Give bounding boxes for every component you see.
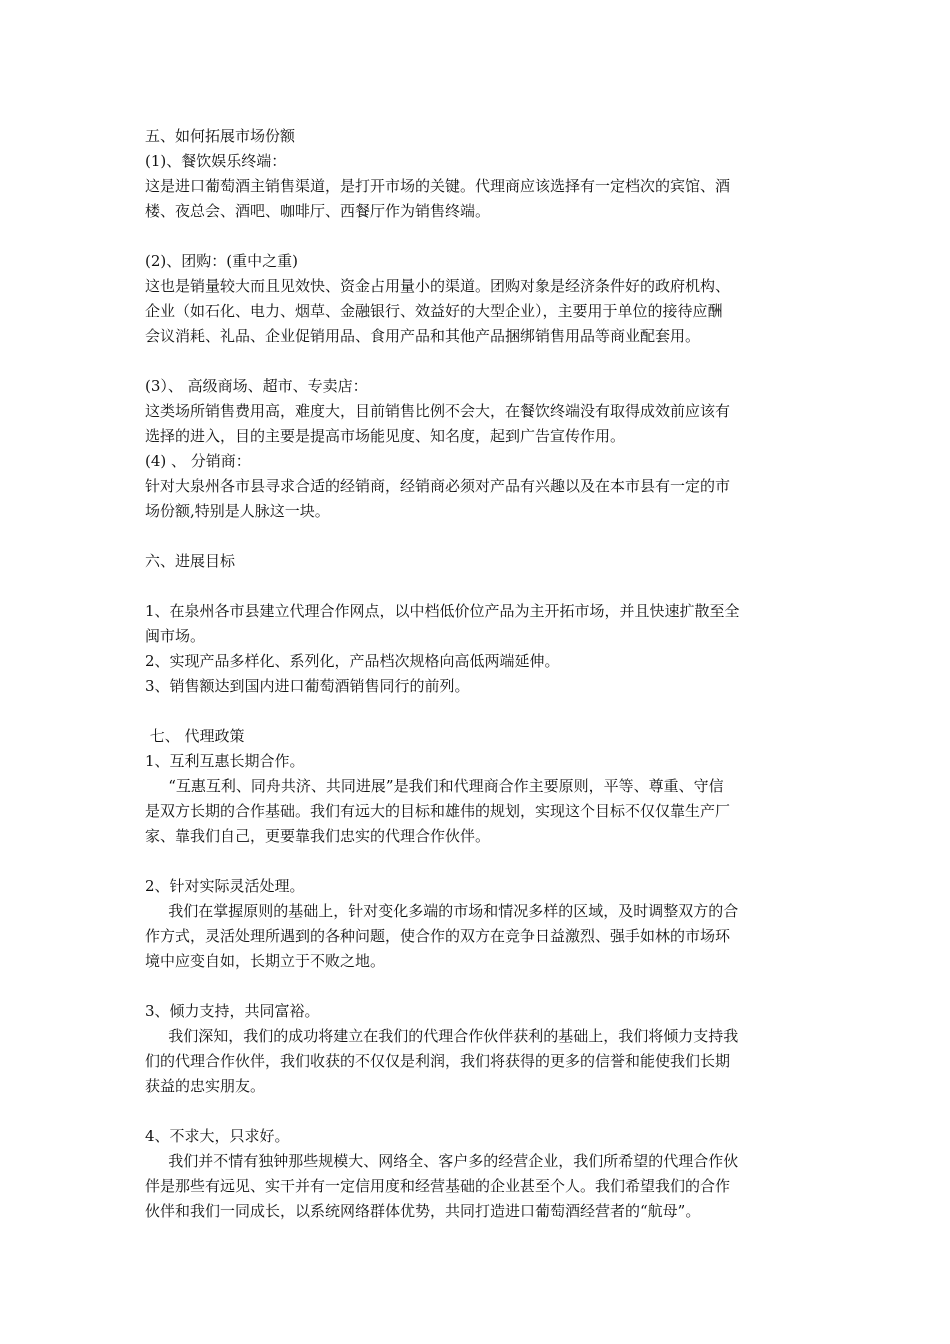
paragraph-line: 选择的进入，目的主要是提高市场能见度、知名度，起到广告宣传作用。 (145, 427, 626, 445)
paragraph-line: 会议消耗、礼品、企业促销用品、食用产品和其他产品捆绑销售用品等商业配套用。 (145, 327, 701, 345)
paragraph-line: 2、实现产品多样化、系列化，产品档次规格向高低两端延伸。 (145, 652, 560, 670)
section-heading: 六、进展目标 (145, 552, 236, 570)
blank-line (145, 349, 810, 374)
paragraph-line: 这类场所销售费用高，难度大，目前销售比例不会大，在餐饮终端没有取得成效前应该有 (145, 402, 731, 420)
blank-line (145, 224, 810, 249)
paragraph-line: 我们在掌握原则的基础上，针对变化多端的市场和情况多样的区域，及时调整双方的合 (168, 902, 739, 920)
item-title: (3）、 高级商场、超市、专卖店： (145, 377, 368, 395)
paragraph-line: 们的代理合作伙伴，我们收获的不仅仅是利润，我们将获得的更多的信誉和能使我们长期 (145, 1052, 731, 1070)
blank-line (145, 1099, 810, 1124)
paragraph-line: 我们并不情有独钟那些规模大、网络全、客户多的经营企业，我们所希望的代理合作伙 (168, 1152, 739, 1170)
blank-line (145, 699, 810, 724)
item-title: 2、针对实际灵活处理。 (145, 877, 305, 895)
paragraph-line: 这是进口葡萄酒主销售渠道，是打开市场的关键。代理商应该选择有一定档次的宾馆、酒 (145, 177, 731, 195)
section-heading: 七、 代理政策 (145, 727, 245, 745)
paragraph-line: 楼、夜总会、酒吧、咖啡厅、西餐厅作为销售终端。 (145, 202, 491, 220)
paragraph-line: 获益的忠实朋友。 (145, 1077, 266, 1095)
blank-line (145, 574, 810, 599)
paragraph-line: 伴是那些有远见、实干并有一定信用度和经营基础的企业甚至个人。我们希望我们的合作 (145, 1177, 731, 1195)
paragraph-line: 这也是销量较大而且见效快、资金占用量小的渠道。团购对象是经济条件好的政府机构、 (145, 277, 731, 295)
section-heading: 五、如何拓展市场份额 (145, 127, 296, 145)
document-body (145, 124, 810, 1224)
paragraph-line: 场份额,特别是人脉这一块。 (145, 502, 330, 520)
item-title: 1、互利互惠长期合作。 (145, 752, 305, 770)
paragraph-line: 家、靠我们自己，更要靠我们忠实的代理合作伙伴。 (145, 827, 491, 845)
paragraph-line: 我们深知，我们的成功将建立在我们的代理合作伙伴获利的基础上，我们将倾力支持我 (168, 1027, 739, 1045)
blank-line (145, 524, 810, 549)
paragraph-line: 3、销售额达到国内进口葡萄酒销售同行的前列。 (145, 677, 470, 695)
paragraph-line: 针对大泉州各市县寻求合适的经销商，经销商必须对产品有兴趣以及在本市县有一定的市 (145, 477, 731, 495)
paragraph-line: 闽市场。 (145, 627, 206, 645)
paragraph-line: 境中应变自如，长期立于不败之地。 (145, 952, 386, 970)
item-title: 4、不求大，只求好。 (145, 1127, 290, 1145)
paragraph-line: “互惠互利、同舟共济、共同进展”是我们和代理商合作主要原则，平等、尊重、守信 (168, 777, 724, 795)
paragraph-line: 伙伴和我们一同成长，以系统网络群体优势，共同打造进口葡萄酒经营者的“航母”。 (145, 1202, 701, 1220)
paragraph-line: 企业（如石化、电力、烟草、金融银行、效益好的大型企业），主要用于单位的接待应酬 (145, 302, 723, 320)
item-title: (1)、餐饮娱乐终端： (145, 152, 287, 170)
paragraph-line: 是双方长期的合作基础。我们有远大的目标和雄伟的规划，实现这个目标不仅仅靠生产厂 (145, 802, 731, 820)
paragraph-line: 1、在泉州各市县建立代理合作网点，以中档低价位产品为主开拓市场，并且快速扩散至全 (145, 602, 740, 620)
blank-line (145, 974, 810, 999)
item-title: (2)、团购：(重中之重) (145, 252, 298, 270)
item-title: 3、倾力支持，共同富裕。 (145, 1002, 320, 1020)
item-title: (4) 、 分销商： (145, 452, 251, 470)
blank-line (145, 849, 810, 874)
paragraph-line: 作方式，灵活处理所遇到的各种问题，使合作的双方在竞争日益激烈、强手如林的市场环 (145, 927, 731, 945)
